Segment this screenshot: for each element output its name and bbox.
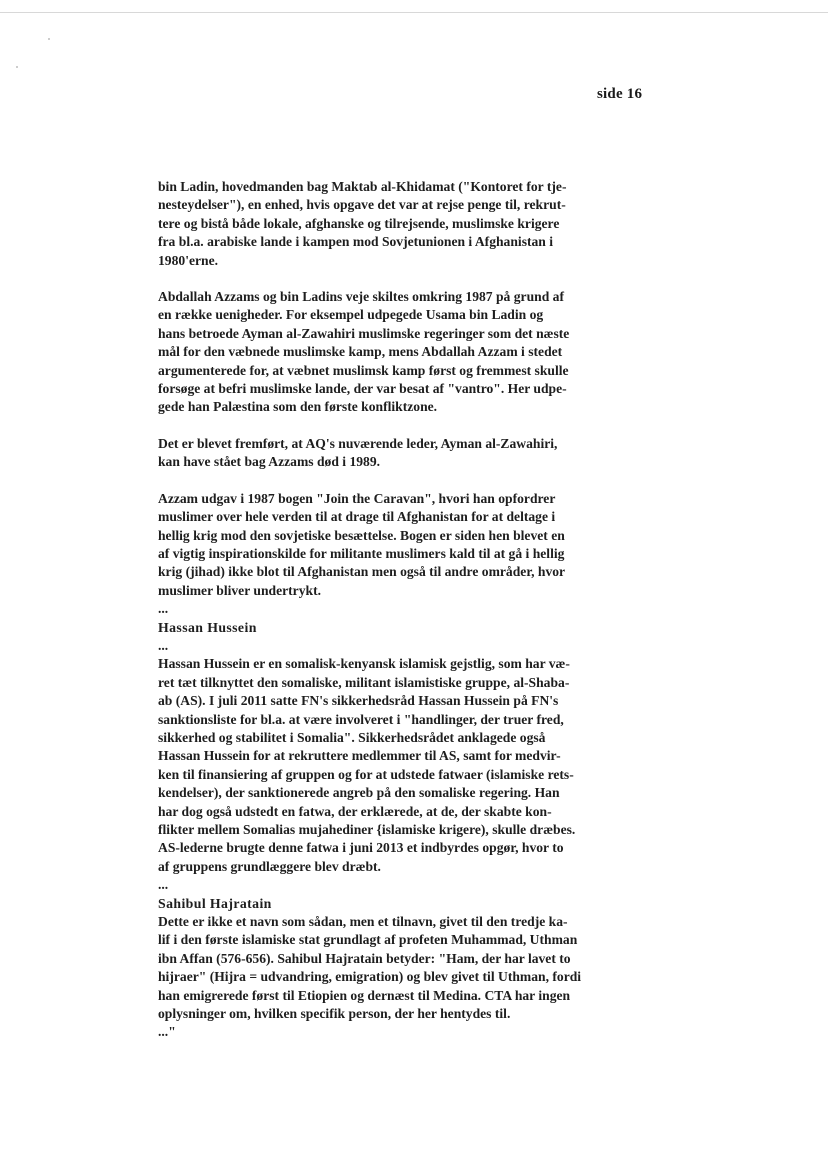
- text-line: af vigtig inspirationskilde for militante muslimers kald til at gå i hellig: [158, 545, 565, 561]
- ellipsis: ...: [158, 601, 169, 617]
- scan-top-edge: [0, 12, 828, 13]
- text-line: nesteydelser"), en enhed, hvis opgave det var at rejse penge til, rekrut-: [158, 197, 566, 213]
- text-line: AS-lederne brugte denne fatwa i juni 2013 et indbyrdes opgør, hvor to: [158, 840, 564, 856]
- text-line: bin Ladin, hovedmanden bag Maktab al-Khidamat ("Kontoret for tje-: [158, 179, 567, 194]
- text-line: sikkerhed og stabilitet i Somalia". Sikkerhedsrådet anklagede også: [158, 729, 546, 745]
- text-line: kan have stået bag Azzams død i 1989.: [158, 454, 381, 470]
- text-line: flikter mellem Somalias mujahediner {islamiske krigere), skulle dræbes.: [158, 821, 576, 837]
- text-line: hijraer" (Hijra = udvandring, emigration) og blev givet til Uthman, fordi: [158, 969, 582, 985]
- text-line: Hassan Hussein for at rekruttere medlemmer til AS, samt for medvir-: [158, 748, 561, 764]
- text-line: gede han Palæstina som den første konfliktzone.: [158, 399, 438, 415]
- document-body: [158, 178, 598, 1042]
- text-line: fra bl.a. arabiske lande i kampen mod Sovjetunionen i Afghanistan i: [158, 234, 554, 250]
- text-line: har dog også udstedt en fatwa, der erklærede, at de, der skabte kon-: [158, 803, 552, 819]
- text-line: forsøge at befri muslimske lande, der var besat af "vantro". Her udpe-: [158, 381, 567, 397]
- text-line: lif i den første islamiske stat grundlagt af profeten Muhammad, Uthman: [158, 932, 578, 948]
- scan-speck: [48, 38, 50, 40]
- section-sahibul-hajratain: [158, 876, 598, 1042]
- page-number: side 16: [597, 86, 643, 102]
- text-line: ibn Affan (576-656). Sahibul Hajratain betyder: "Ham, der har lavet to: [158, 950, 571, 966]
- text-line: Hassan Hussein er en somalisk-kenyansk islamisk gejstlig, som har væ-: [158, 656, 570, 672]
- paragraph-azzam-split: [158, 288, 598, 417]
- text-line: oplysninger om, hvilken specifik person, der her hentydes til.: [158, 1006, 511, 1022]
- text-line: hellig krig mod den sovjetiske besættelse. Bogen er siden hen blevet en: [158, 527, 565, 543]
- paragraph-maktab: [158, 178, 598, 270]
- text-line: ab (AS). I juli 2011 satte FN's sikkerhedsråd Hassan Hussein på FN's: [158, 693, 559, 709]
- scan-speck: [16, 66, 18, 68]
- text-line: muslimer bliver undertrykt.: [158, 582, 321, 598]
- text-line: Dette er ikke et navn som sådan, men et tilnavn, givet til den tredje ka-: [158, 913, 568, 929]
- text-line: han emigrerede først til Etiopien og dernæst til Medina. CTA har ingen: [158, 987, 571, 1003]
- text-line: tere og bistå både lokale, afghanske og tilrejsende, muslimske krigere: [158, 215, 560, 231]
- section-hassan-hussein: [158, 600, 598, 876]
- heading-sahibul-hajratain: Sahibul Hajratain: [158, 895, 272, 911]
- heading-hassan-hussein: Hassan Hussein: [158, 619, 257, 635]
- ellipsis: ...: [158, 637, 169, 653]
- text-line: af gruppens grundlæggere blev dræbt.: [158, 858, 381, 874]
- text-line: Det er blevet fremført, at AQ's nuværende leder, Ayman al-Zawahiri,: [158, 435, 558, 451]
- paragraph-zawahiri: [158, 435, 598, 472]
- text-line: hans betroede Ayman al-Zawahiri muslimske regeringer som det næste: [158, 325, 570, 341]
- text-line: mål for den væbnede muslimske kamp, mens Abdallah Azzam i stedet: [158, 344, 563, 360]
- text-line: Azzam udgav i 1987 bogen "Join the Caravan", hvori han opfordrer: [158, 490, 556, 506]
- ellipsis: ...: [158, 877, 169, 893]
- text-line: sanktionsliste for bl.a. at være involveret i "handlinger, der truer fred,: [158, 711, 564, 727]
- text-line: Abdallah Azzams og bin Ladins veje skiltes omkring 1987 på grund af: [158, 289, 564, 305]
- paragraph-caravan: [158, 490, 598, 600]
- text-line: kendelser), der sanktionerede angreb på den somaliske regering. Han: [158, 785, 560, 801]
- text-line: argumenterede for, at væbnet muslimsk kamp først og fremmest skulle: [158, 362, 569, 378]
- text-line: ret tæt tilknyttet den somaliske, militant islamistiske gruppe, al-Shaba-: [158, 674, 570, 690]
- closing-quote-ellipsis: ...": [158, 1024, 176, 1040]
- text-line: ken til finansiering af gruppen og for at udstede fatwaer (islamiske rets-: [158, 766, 574, 782]
- text-line: krig (jihad) ikke blot til Afghanistan men også til andre områder, hvor: [158, 564, 566, 580]
- text-line: 1980'erne.: [158, 252, 219, 268]
- text-line: muslimer over hele verden til at drage til Afghanistan for at deltage i: [158, 509, 556, 525]
- text-line: en række uenigheder. For eksempel udpegede Usama bin Ladin og: [158, 307, 544, 323]
